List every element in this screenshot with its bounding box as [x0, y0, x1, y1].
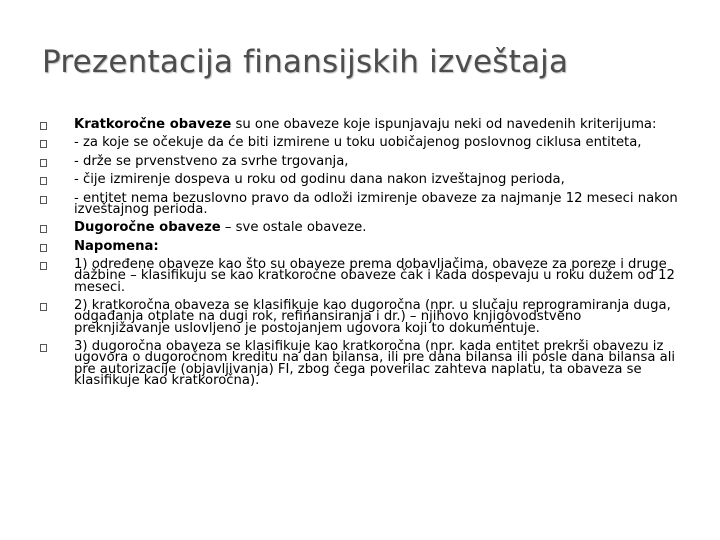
square-placeholder-icon	[40, 122, 47, 130]
square-placeholder-icon	[40, 140, 47, 148]
item-text: su one obaveze koje ispunjavaju neki od navedenih kriterijuma:	[231, 117, 657, 132]
square-placeholder-icon	[40, 344, 47, 352]
item-text: - entitet nema bezuslovno pravo da odloži izmirenje obaveze za najmanje 12 meseci nakon izveštajnog perioda.	[74, 190, 678, 217]
item-text: 3) dugoročna obaveza se klasifikuje kao kratkoročna (npr. kada entitet prekrši obavezu iz ugovora o dugoročnom kreditu na dan bilansa, ili pre dana bilansa ili posle dana bilansa ali pre autorizacije (objavljivanja) FI, zbog čega poverilac zahteva naplatu, ta obaveza se klasifikuje kao kratkoročna).	[74, 339, 676, 388]
item-text: - čije izmirenje dospeva u roku od godinu dana nakon izveštajnog perioda,	[74, 172, 565, 188]
list-item	[40, 259, 680, 293]
list-item	[40, 341, 680, 386]
item-text: - za koje se očekuje da će biti izmirene u toku uobičajenog poslovnog ciklusa entiteta,	[74, 135, 642, 151]
list-item	[40, 238, 680, 254]
square-placeholder-icon	[40, 177, 47, 185]
list-item	[40, 135, 680, 151]
term-label: Dugoročne obaveze	[74, 220, 221, 236]
square-placeholder-icon	[40, 244, 47, 252]
item-text: 1) određene obaveze kao što su obaveze prema dobavljačima, obaveze za poreze i druge dažbine – klasifikuju se kao kratkoročne obaveze čak i kada dospevaju u roku dužem od 12 meseci.	[74, 257, 675, 295]
term-label: Kratkoročne obaveze	[74, 117, 232, 132]
list-item	[40, 172, 680, 188]
item-text: 2) kratkoročna obaveza se klasifikuje kao dugoročna (npr. u slučaju reprogramiranja duga, odgađanja otplate na dugi rok, refinansiranja i dr.) – njihovo knjigovodstveno preknjižavanje uslovljeno je postojanjem ugovora koji to dokumentuje.	[74, 298, 671, 336]
item-text: - drže se prvenstveno za svrhe trgovanja,	[74, 153, 349, 169]
list-item	[40, 300, 680, 334]
item-text: – sve ostale obaveze.	[220, 220, 367, 236]
square-placeholder-icon	[40, 196, 47, 204]
square-placeholder-icon	[40, 225, 47, 233]
list-item	[40, 119, 680, 130]
slide-title: Prezentacija finansijskih izveštaja	[42, 44, 569, 80]
square-placeholder-icon	[40, 159, 47, 167]
list-item	[40, 220, 680, 236]
list-item	[40, 190, 680, 217]
bullet-list	[40, 119, 680, 393]
list-item	[40, 153, 680, 169]
note-label: Napomena:	[74, 238, 159, 254]
square-placeholder-icon	[40, 262, 47, 270]
square-placeholder-icon	[40, 303, 47, 311]
